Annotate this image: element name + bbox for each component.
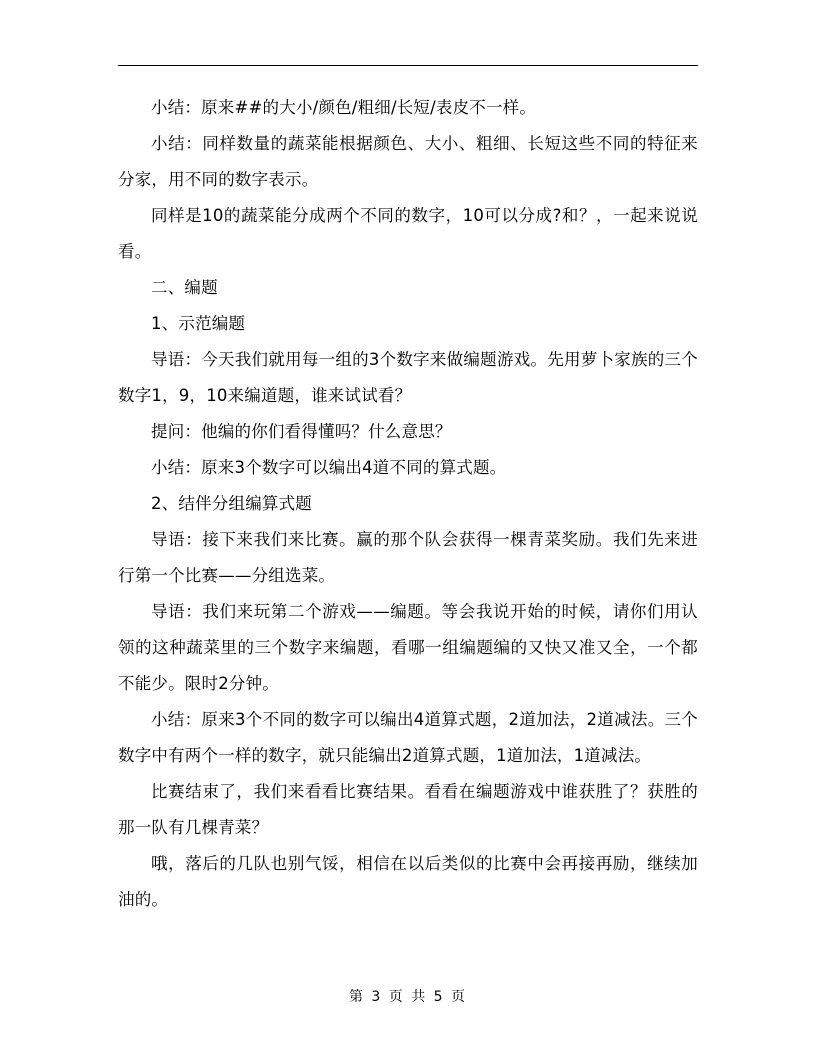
paragraph-ten-split: 同样是10的蔬菜能分成两个不同的数字，10可以分成?和？，一起来说说看。 (118, 206, 698, 261)
header-rule (118, 65, 698, 66)
paragraph-summary-2: 小结：同样数量的蔬菜能根据颜色、大小、粗细、长短这些不同的特征来分家，用不同的数字表示。 (118, 134, 698, 189)
subheading-group: 2、结伴分组编算式题 (151, 494, 312, 513)
section-heading-2: 二、编题 (151, 278, 218, 297)
subheading-demo: 1、示范编题 (151, 314, 246, 333)
paragraph-intro-3: 导语：我们来玩第二个游戏——编题。等会我说开始的时候，请你们用认领的这种蔬菜里的三个数字来编题，看哪一组编题编的又快又准又全，一个都不能少。限时2分钟。 (118, 602, 698, 693)
paragraph-result: 比赛结束了，我们来看看比赛结果。看看在编题游戏中谁获胜了？获胜的那一队有几棵青菜？ (118, 782, 698, 837)
document-body (118, 90, 698, 918)
page-number: 第 3 页 共 5 页 (348, 989, 468, 1005)
paragraph-intro-1: 导语：今天我们就用每一组的3个数字来做编题游戏。先用萝卜家族的三个数字1，9，10来编道题，谁来试试看？ (118, 350, 698, 405)
paragraph-intro-2: 导语：接下来我们来比赛。赢的那个队会获得一棵青菜奖励。我们先来进行第一个比赛——分组选菜。 (118, 530, 698, 585)
paragraph-question: 提问：他编的你们看得懂吗？什么意思？ (151, 422, 452, 441)
paragraph-summary-3: 小结：原来3个数字可以编出4道不同的算式题。 (151, 458, 507, 477)
paragraph-summary-4: 小结：原来3个不同的数字可以编出4道算式题，2道加法，2道减法。三个数字中有两个一样的数字，就只能编出2道算式题，1道加法，1道减法。 (118, 710, 698, 765)
paragraph-summary-1: 小结：原来##的大小/颜色/粗细/长短/表皮不一样。 (151, 98, 537, 117)
paragraph-encourage: 哦，落后的几队也别气馁，相信在以后类似的比赛中会再接再励，继续加油的。 (118, 854, 698, 909)
